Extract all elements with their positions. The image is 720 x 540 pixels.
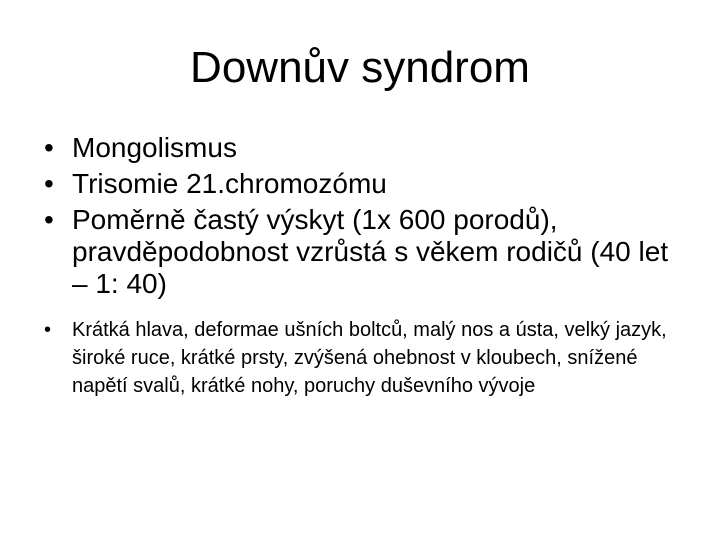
bullet-text: Mongolismus bbox=[72, 132, 237, 163]
bullet-item bbox=[0, 168, 720, 200]
bullet-text: Poměrně častý výskyt (1x 600 porodů), pravděpodobnost vzrůstá s věkem rodičů (40 let – 1: 40) bbox=[72, 204, 669, 299]
bullet-icon: • bbox=[44, 168, 54, 199]
bullet-icon: • bbox=[44, 204, 54, 235]
detail-bullet-text: Krátká hlava, deformae ušních boltců, malý nos a ústa, velký jazyk, široké ruce, krátké prsty, zvýšená ohebnost v kloubech, snížené napětí svalů, krátké nohy, poruchy duševního vývoje bbox=[72, 319, 667, 397]
bullet-list bbox=[0, 132, 720, 400]
bullet-text: Trisomie 21.chromozómu bbox=[72, 168, 387, 199]
slide-title: Downův syndrom bbox=[190, 43, 530, 92]
bullet-icon: • bbox=[44, 319, 52, 341]
bullet-item bbox=[0, 204, 720, 300]
bullet-item bbox=[0, 132, 720, 164]
detail-bullet-item bbox=[0, 316, 720, 400]
bullet-icon: • bbox=[44, 132, 54, 163]
